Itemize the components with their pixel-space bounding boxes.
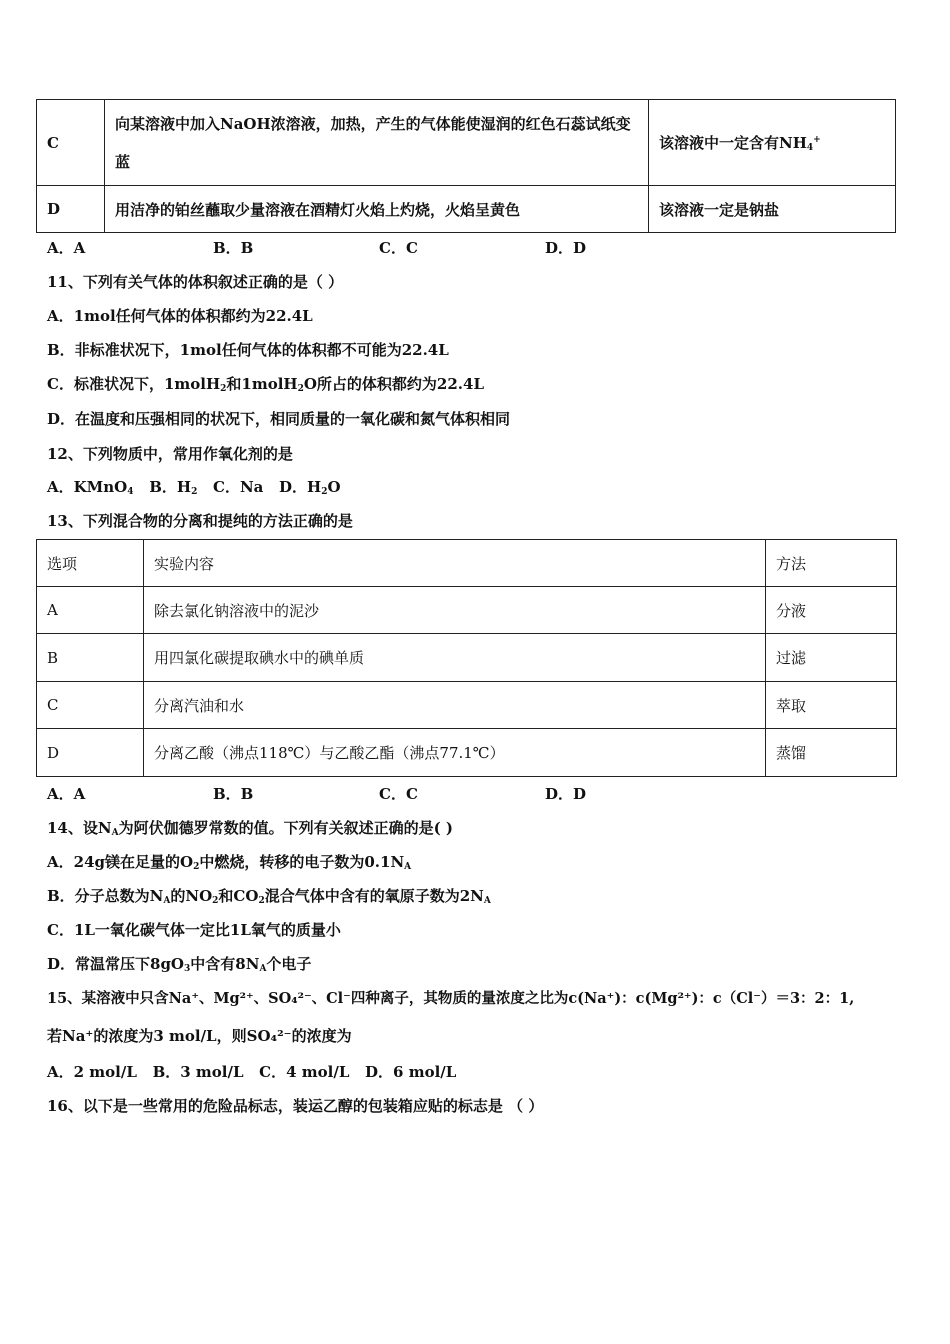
q12-stem: 12、下列物质中，常用作氧化剂的是 — [47, 445, 293, 463]
superscript: + — [813, 135, 821, 145]
subscript: A — [404, 862, 412, 872]
text: 的NO — [170, 887, 213, 905]
table-row — [37, 729, 897, 777]
table-q13 — [36, 539, 897, 777]
table-cell-opt: C — [37, 100, 105, 186]
option-d: D．H — [279, 478, 322, 496]
subscript: A — [259, 964, 267, 974]
subscript: 2 — [220, 384, 227, 394]
q14-option-b — [47, 885, 491, 906]
table-cell: 过滤 — [766, 634, 897, 682]
text: B．分子总数为N — [47, 887, 164, 905]
table-cell: C — [37, 682, 144, 729]
q11-option-a: A．1mol任何气体的体积都约为22.4L — [47, 307, 313, 325]
table-cell: B — [37, 634, 144, 682]
subscript: 4 — [127, 487, 134, 497]
table-cell: 萃取 — [766, 682, 897, 729]
table-cell: 蒸馏 — [766, 729, 897, 777]
table-row — [37, 186, 896, 233]
table-cell: 除去氯化钠溶液中的泥沙 — [144, 587, 766, 634]
table-cell: D — [37, 729, 144, 777]
option-b: B．H — [149, 478, 192, 496]
subscript: 3 — [184, 964, 191, 974]
text: 和1molH — [226, 375, 298, 393]
q15-stem-line2: 若Na⁺的浓度为3 mol/L，则SO₄²⁻的浓度为 — [47, 1027, 352, 1045]
subscript: 2 — [321, 487, 328, 497]
q15-stem-line1: 15、某溶液中只含Na⁺、Mg²⁺、SO₄²⁻、Cl⁻四种离子，其物质的量浓度之比为c(Na⁺)：c(Mg²⁺)：c（Cl⁻）＝3：2：1, — [47, 990, 855, 1007]
table-row — [37, 682, 897, 729]
text: 中燃烧，转移的电子数为0.1N — [199, 853, 405, 871]
text: A．24g镁在足量的O — [47, 853, 194, 871]
q11-option-c — [47, 373, 484, 394]
q11-option-d: D．在温度和压强相同的状况下，相同质量的一氧化碳和氮气体积相同 — [47, 410, 511, 428]
q14-option-a — [47, 851, 411, 872]
table-cell-content: 用洁净的铂丝蘸取少量溶液在酒精灯火焰上灼烧，火焰呈黄色 — [105, 186, 649, 233]
text: 和CO — [218, 887, 259, 905]
subscript: 2 — [258, 896, 265, 906]
text: O所占的体积都约为22.4L — [303, 375, 484, 393]
table-row — [37, 587, 897, 634]
subscript: 2 — [212, 896, 219, 906]
q14-option-d — [47, 953, 311, 974]
option-c: C．Na — [213, 478, 264, 496]
header-cell: 选项 — [37, 540, 144, 587]
q14-stem — [47, 817, 453, 838]
header-cell: 方法 — [766, 540, 897, 587]
table-row — [37, 634, 897, 682]
conclusion-text: 该溶液中一定含有NH — [659, 134, 807, 152]
option-d: D．D — [545, 785, 587, 803]
table-cell-opt: D — [37, 186, 105, 233]
subscript: 4 — [806, 143, 814, 153]
option-a: A．A — [47, 239, 86, 257]
table-cell: 分离乙酸（沸点118℃）与乙酸乙酯（沸点77.1℃） — [144, 729, 766, 777]
table-row — [37, 100, 896, 186]
table-cell-conclusion: 该溶液一定是钠盐 — [649, 186, 896, 233]
table-cell: A — [37, 587, 144, 634]
option-c: C．C — [379, 239, 418, 257]
q16-stem: 16、以下是一些常用的危险品标志，装运乙醇的包装箱应贴的标志是 （ ） — [47, 1097, 544, 1115]
table-cell: 分液 — [766, 587, 897, 634]
text: 混合气体中含有的氧原子数为2N — [264, 887, 484, 905]
q13-stem: 13、下列混合物的分离和提纯的方法正确的是 — [47, 512, 353, 530]
table-cell: 用四氯化碳提取碘水中的碘单质 — [144, 634, 766, 682]
q11-stem: 11、下列有关气体的体积叙述正确的是（ ） — [47, 273, 344, 291]
table-header-row — [37, 540, 897, 587]
text: 为阿伏伽德罗常数的值。下列有关叙述正确的是( ) — [118, 819, 453, 837]
table-q10 — [36, 99, 896, 233]
header-cell: 实验内容 — [144, 540, 766, 587]
text: O — [327, 478, 341, 496]
q11-option-b: B．非标准状况下，1mol任何气体的体积都不可能为22.4L — [47, 341, 449, 359]
table-cell: 分离汽油和水 — [144, 682, 766, 729]
q14-option-c: C．1L一氧化碳气体一定比1L氧气的质量小 — [47, 921, 341, 939]
text: C．标准状况下，1molH — [47, 375, 221, 393]
table-cell-conclusion — [649, 100, 896, 186]
text: 14、设N — [47, 819, 112, 837]
q12-options — [47, 476, 341, 497]
option-c: C．C — [379, 785, 418, 803]
option-b: B．B — [213, 785, 254, 803]
subscript: A — [163, 896, 171, 906]
option-b: B．B — [213, 239, 254, 257]
table-cell-content: 向某溶液中加入NaOH浓溶液，加热，产生的气体能使湿润的红色石蕊试纸变蓝 — [105, 100, 649, 186]
text: 中含有8N — [190, 955, 260, 973]
option-a: A．A — [47, 785, 86, 803]
option-a: A．KMnO — [47, 478, 128, 496]
q13-options — [47, 783, 711, 804]
subscript: A — [111, 828, 119, 838]
subscript: A — [483, 896, 491, 906]
option-d: D．D — [545, 239, 587, 257]
subscript: 2 — [297, 384, 304, 394]
q15-options: A．2 mol/L B．3 mol/L C．4 mol/L D．6 mol/L — [47, 1063, 457, 1081]
q10-options — [47, 237, 711, 258]
text: 个电子 — [266, 955, 312, 973]
subscript: 2 — [193, 862, 200, 872]
subscript: 2 — [191, 487, 198, 497]
text: D．常温常压下8gO — [47, 955, 185, 973]
